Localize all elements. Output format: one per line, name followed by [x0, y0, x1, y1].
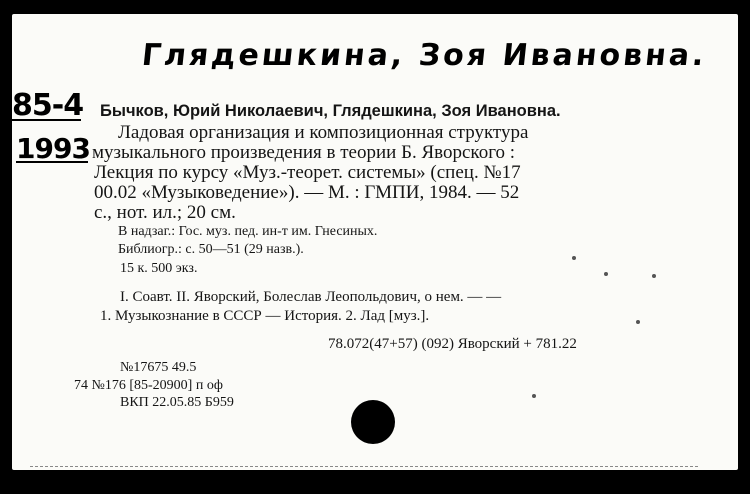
note-line: 15 к. 500 экз. [120, 261, 198, 276]
catalog-card [12, 14, 738, 470]
title-line: Лекция по курсу «Муз.-теорет. системы» (спец. №17 [94, 162, 521, 183]
title-line: Ладовая организация и композиционная структура [118, 122, 529, 143]
author-line: Бычков, Юрий Николаевич, Глядешкина, Зоя Ивановна. [100, 102, 561, 120]
note-line: Библиогр.: с. 50—51 (29 назв.). [118, 242, 304, 257]
speck [572, 256, 576, 260]
handwritten-heading: Глядешкина, Зоя Ивановна. [140, 38, 709, 73]
speck [532, 394, 536, 398]
call-number-2: 1993 [16, 132, 90, 165]
title-line: музыкального произведения в теории Б. Яворского : [92, 142, 516, 163]
tracing-line: I. Соавт. II. Яворский, Болеслав Леопольдович, о нем. — — [120, 289, 502, 305]
title-line: 00.02 «Музыковедение»). — М. : ГМПИ, 1984. — 52 [94, 182, 520, 203]
title-line: с., нот. ил.; 20 см. [94, 202, 236, 223]
punch-hole [351, 400, 395, 444]
footer-line: №17675 49.5 [120, 360, 197, 375]
call-number-1: 85-4 [12, 88, 84, 123]
tracing-line: 1. Музыкознание в СССР — История. 2. Лад [муз.]. [100, 308, 430, 324]
footer-line: 74 №176 [85-20900] п оф [74, 378, 223, 393]
classification-line: 78.072(47+57) (092) Яворский + 781.22 [328, 336, 577, 352]
speck [604, 272, 608, 276]
footer-line: ВКП 22.05.85 Б959 [120, 395, 234, 410]
note-line: В надзаг.: Гос. муз. пед. ин-т им. Гнесиных. [118, 224, 378, 239]
speck [636, 320, 640, 324]
speck [652, 274, 656, 278]
